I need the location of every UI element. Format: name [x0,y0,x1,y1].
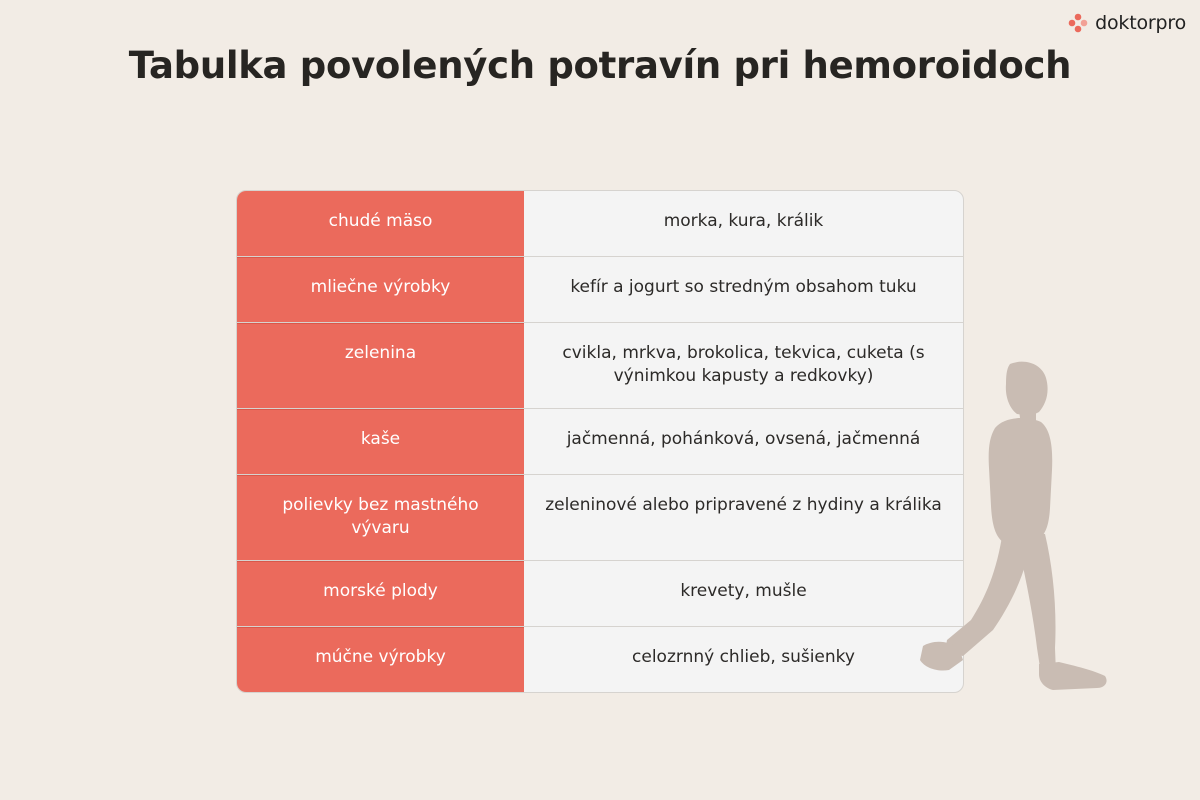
brand-logo [1068,12,1186,34]
table-row [237,191,963,256]
foods-cell: cvikla, mrkva, brokolica, tekvica, cuketa (s výnimkou kapusty a redkovky) [562,343,925,386]
foods-cell: celozrnný chlieb, sušienky [632,647,855,667]
page-title: Tabulka povolených potravín pri hemoroidoch [128,44,1072,87]
table-row [237,626,963,692]
walking-person-silhouette-icon [915,358,1115,693]
doktorpro-logo-icon [1068,13,1088,33]
table-row [237,408,963,474]
allowed-foods-table [236,190,964,693]
table-row [237,256,963,322]
table-row [237,322,963,408]
category-cell: kaše [237,409,524,474]
category-cell: polievky bez mastného vývaru [237,475,524,560]
foods-cell: morka, kura, králik [663,211,824,231]
foods-cell: krevety, mušle [680,581,807,601]
table-row [237,474,963,560]
foods-cell: kefír a jogurt so stredným obsahom tuku [570,277,917,297]
category-cell: zelenina [237,323,524,408]
table-row [237,560,963,626]
category-cell: múčne výrobky [237,627,524,692]
foods-cell: zeleninové alebo pripravené z hydiny a králika [545,495,942,515]
brand-name: doktorpro [1095,12,1186,34]
category-cell: morské plody [237,561,524,626]
foods-cell: jačmenná, pohánková, ovsená, jačmenná [566,429,921,449]
category-cell: mliečne výrobky [237,257,524,322]
category-cell: chudé mäso [237,191,524,256]
